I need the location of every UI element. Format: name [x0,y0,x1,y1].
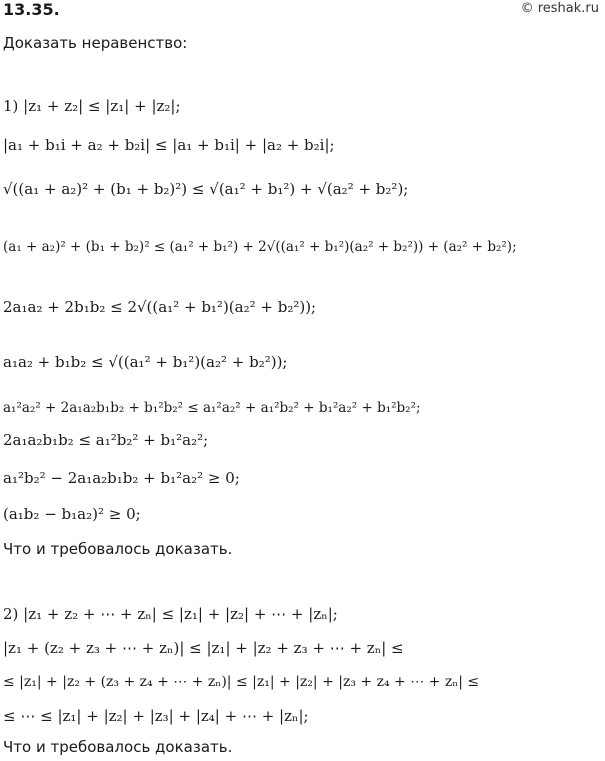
part-2-conclusion: Что и требовалось доказать. [3,738,233,756]
part-1-line: 2a₁a₂ + 2b₁b₂ ≤ 2√((a₁² + b₁²)(a₂² + b₂²)); [3,298,317,316]
part-1-line: √((a₁ + a₂)² + (b₁ + b₂)²) ≤ √(a₁² + b₁²) + √(a₂² + b₂²); [3,180,409,198]
task-statement: Доказать неравенство: [3,34,188,52]
part-1-line: a₁a₂ + b₁b₂ ≤ √((a₁² + b₁²)(a₂² + b₂²)); [3,353,288,371]
part-1-line: a₁²a₂² + 2a₁a₂b₁b₂ + b₁²b₂² ≤ a₁²a₂² + a₁²b₂² + b₁²a₂² + b₁²b₂²; [3,400,421,416]
part-2-line: |z₁ + (z₂ + z₃ + ⋯ + zₙ)| ≤ |z₁| + |z₂ + z₃ + ⋯ + zₙ| ≤ [3,639,404,657]
problem-number: 13.35. [3,0,60,19]
header [0,0,605,26]
part-2-line: ≤ |z₁| + |z₂ + (z₃ + z₄ + ⋯ + zₙ)| ≤ |z₁| + |z₂| + |z₃ + z₄ + ⋯ + zₙ| ≤ [3,674,480,690]
part-2-line: ≤ ⋯ ≤ |z₁| + |z₂| + |z₃| + |z₄| + ⋯ + |zₙ|; [3,707,309,725]
part-1-line: 2a₁a₂b₁b₂ ≤ a₁²b₂² + b₁²a₂²; [3,431,209,449]
part-1-line: a₁²b₂² − 2a₁a₂b₁b₂ + b₁²a₂² ≥ 0; [3,469,240,487]
part-2-line: 2) |z₁ + z₂ + ⋯ + zₙ| ≤ |z₁| + |z₂| + ⋯ + |zₙ|; [3,605,338,623]
part-1-line: (a₁ + a₂)² + (b₁ + b₂)² ≤ (a₁² + b₁²) + 2√((a₁² + b₁²)(a₂² + b₂²)) + (a₂² + b₂²); [3,239,517,255]
part-1-conclusion: Что и требовалось доказать. [3,540,233,558]
part-1-line: |a₁ + b₁i + a₂ + b₂i| ≤ |a₁ + b₁i| + |a₂ + b₂i|; [3,136,335,154]
part-1-line: (a₁b₂ − b₁a₂)² ≥ 0; [3,505,141,523]
part-1-line: 1) |z₁ + z₂| ≤ |z₁| + |z₂|; [3,97,181,115]
site-watermark: © reshak.ru [520,1,599,16]
